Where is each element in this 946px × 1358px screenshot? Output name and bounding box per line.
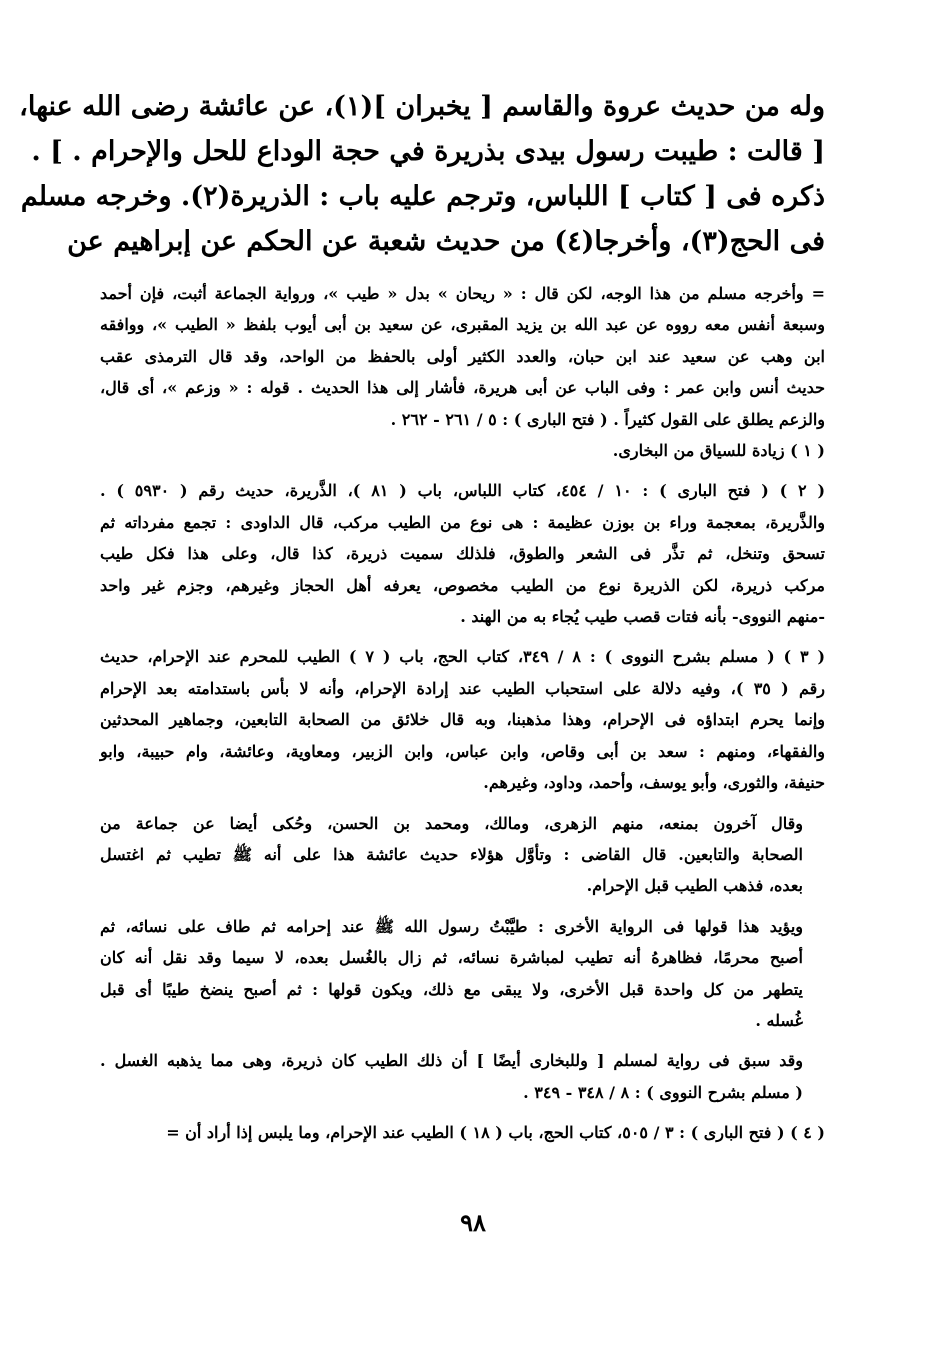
footnote-line: = وأخرجه مسلم من هذا الوجه، لكن قال : « ريحان » بدل « طيب »، ورواية الجماعة أثبت، فإن أحمد [100,284,825,303]
footnote-4 [100,1117,825,1148]
footnote-3 [100,641,825,798]
footnote-3-paragraph [100,911,825,1037]
footnote-3-paragraph [100,1045,825,1108]
footnote-1 [100,435,825,466]
footnote-line: ( ٤ ) ( فتح البارى ) : ٣ / ٥٠٥، كتاب الحج، باب ( ١٨ ) الطيب عند الإحرام، وما يلبس إذا أراد أن = [166,1123,825,1143]
footnote-spacer [100,1036,825,1045]
footnote-line: والفقهاء، ومنهم : سعد بن أبى وقاص، وابن عباس، وابن الزبير، ومعاوية، وعائشة، وام حبيبة، وابو [100,741,825,761]
footnote-continuation [100,278,825,435]
footnote-line: ابن وهب عن سعيد عند ابن حبان، والعدد الكثير أولى بالحفظ من الواحد، وقد قال الترمذى عقب [100,346,825,366]
footnote-line: يتطهر من كل واحدة قبل الأخرى، ولا يبقى مع ذلك، ويكون قولها : ثم أصبح ينضخ طيبًا أى قبل [100,979,803,999]
footnote-line: ( ٢ ) ( فتح البارى ) : ١٠ / ٤٥٤، كتاب اللباس، باب ( ٨١ )، الذَّريرة، حديث رقم ( ٥٩٣٠ ) . [100,481,826,501]
footnote-line: حنيفة، والثورى، وأبو يوسف، وأحمد، وداود، وغيرهم. [483,773,825,793]
main-text [19,84,825,264]
footnote-line: ويؤيد هذا قولها فى الرواية الأخرى : طيَّبْتُ رسول الله ﷺ عند إحرامه ثم طاف على نسائه، ثم [100,916,803,936]
main-text-line: فى الحج(٣)، وأخرجا(٤) من حديث شعبة عن الحكم عن إبراهيم عن [67,226,825,257]
footnote-3-paragraph [100,808,825,902]
main-text-line: وله من حديث عروة والقاسم [ يخبران ](١)، عن عائشة رضى الله عنها، [19,91,825,122]
footnote-spacer [100,466,825,475]
footnote-line: ( ١ ) زيادة للسياق من البخارى. [612,441,825,461]
footnote-line: ( ٣ ) ( مسلم بشرح النووى ) : ٨ / ٣٤٩، كتاب الحج، باب ( ٧ ) الطيب للمحرم عند الإحرام، حديث [100,647,826,667]
footnote-line: مركب ذريرة، لكن الذريرة نوع من الطيب مخصوص، يعرفه أهل الحجاز وغيرهم، وجزم غير واحد [100,575,825,595]
page-number: ٩٨ [460,1208,486,1237]
footnote-spacer [100,799,825,808]
footnote-spacer [100,1108,825,1117]
footnote-line: حديث أنس وابن عمر : وفى الباب عن أبى هريرة، فأشار إلى هذا الحديث . قوله : « وزعم »، أى قال، [100,378,826,398]
footnote-line: ( مسلم بشرح النووى ) : ٨ / ٣٤٨ - ٣٤٩ . [523,1082,803,1102]
footnote-line: -منهم النووى- بأنه فتات قصب طيب يُجاء به من الهند . [460,607,825,627]
footnote-line: تسحق وتنخل، ثم تذَّر فى الشعر والطوق، فلذلك سميت ذريرة، كذا قال، وعلى هذا فكل طيب [100,544,825,564]
footnote-spacer [100,632,825,641]
footnote-line: وقال آخرون بمنعه، منهم الزهرى، ومالك، ومحمد بن الحسن، وحُكى أيضا عن جماعة من [100,813,803,833]
footnote-line: رقم ( ٣٥ )، وفيه دلالة على استحباب الطيب عند إرادة الإحرام، وأنه لا بأس باستدامته بعد الإحرام [100,678,826,698]
footnote-spacer [100,902,825,911]
main-text-line: [ قالت : طيبت رسول بيدى بذريرة في حجة الوداع للحل والإحرام . ] . [31,136,825,167]
footnote-2 [100,475,825,632]
footnote-line: والزعم يطلق على القول كثيراً . ( فتح البارى ) : ٥ / ٢٦١ - ٢٦٢ . [390,409,825,429]
footnote-line: وسبعة أنفس معه رووه عن عبد الله بن يزيد المقبرى، عن سعيد بن أبى أيوب بلفظ « الطيب »، ووافقه [100,315,826,335]
page-content [19,84,826,1149]
footnote-line: والذَّريرة، بمعجمة وراء بن بوزن عظيمة : هى نوع من الطيب مركب، قال الداودى : تجمع مفرداته ثم [100,512,825,532]
footnotes [100,278,825,1149]
footnote-line: غُسله . [755,1010,803,1030]
main-text-line: ذكره فى [ كتاب ] اللباس، وترجم عليه باب : الذريرة(٢). وخرجه مسلم [20,181,825,212]
footnote-line: وقد سبق فى رواية لمسلم [ وللبخارى أيضًا ] أن ذلك الطيب كان ذريرة، وهى مما يذهبه الغسل . [100,1051,803,1071]
footnote-line: بعده، فذهب الطيب قبل الإحرام. [586,876,803,896]
footnote-line: الصحابة والتابعين. قال القاضى : وتأوَّل هؤلاء حديث عائشة هذا على أنه ﷺ تطيب ثم اغتسل [100,844,803,864]
footnote-line: وإنما يحرم ابتداؤه فى الإحرام، وهذا مذهبنا، وبه قال خلائق من الصحابة التابعين، وجماهير المحدثين [100,710,826,730]
footnote-line: أصبح محرمًا، فظاهرهُ أنه تطيب لمباشرة نسائه، ثم زال بالغُسل بعده، لا سيما وقد نقل أنه كان [100,948,803,968]
